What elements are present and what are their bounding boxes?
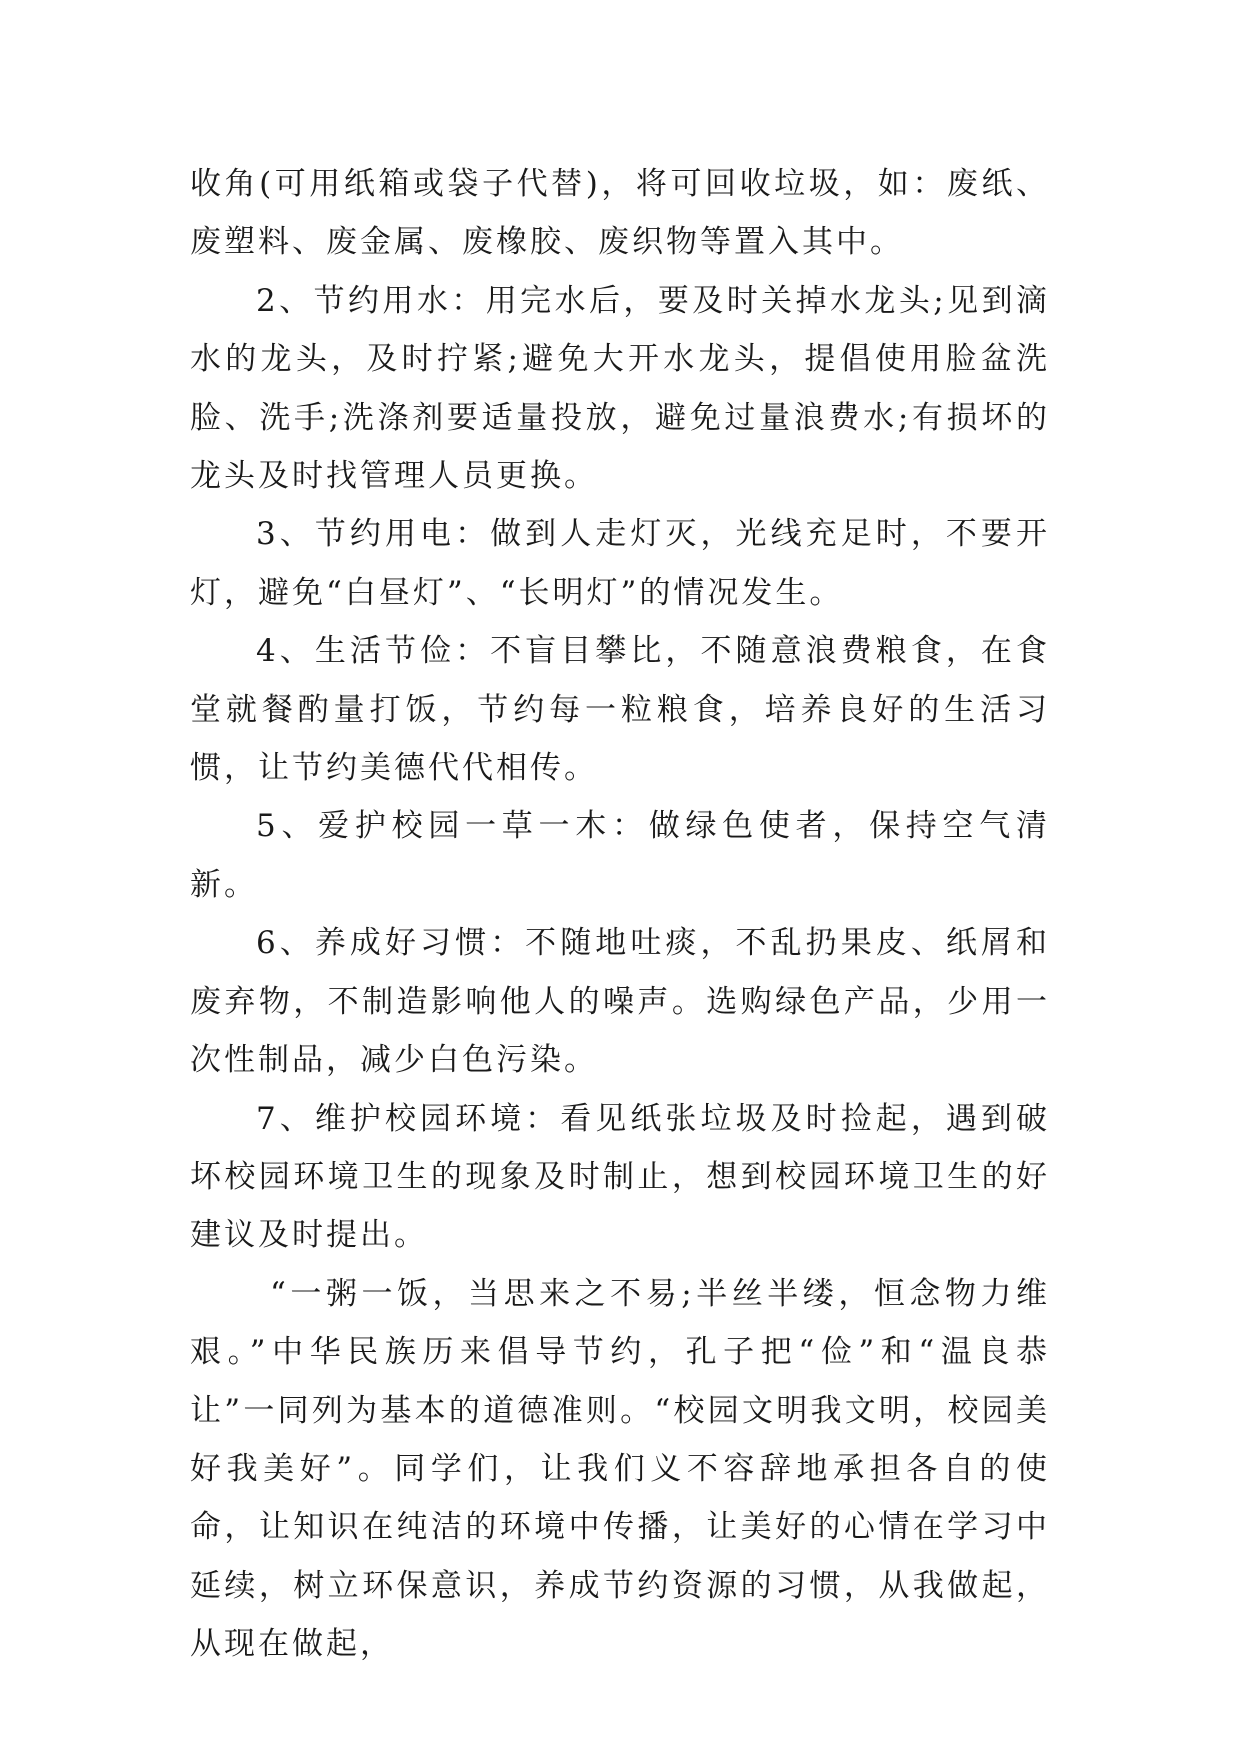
paragraph-campus-environment: 7、维护校园环境：看见纸张垃圾及时捡起，遇到破坏校园环境卫生的现象及时制止，想到校园环境卫生的好建议及时提出。 (190, 1100, 1050, 1254)
paragraph-protect-greenery: 5、爱护校园一草一木：做绿色使者，保持空气清新。 (190, 808, 1050, 903)
document-body (190, 155, 1050, 1674)
paragraph-continuation: 收角(可用纸箱或袋子代替)，将可回收垃圾，如：废纸、废塑料、废金属、废橡胶、废织物等置入其中。 (190, 166, 1050, 261)
paragraph-good-habits: 6、养成好习惯：不随地吐痰，不乱扔果皮、纸屑和废弃物，不制造影响他人的噪声。选购绿色产品，少用一次性制品，减少白色污染。 (190, 925, 1050, 1079)
paragraph-closing: “一粥一饭，当思来之不易;半丝半缕，恒念物力维艰。”中华民族历来倡导节约，孔子把“俭”和“温良恭让”一同列为基本的道德准则。“校园文明我文明，校园美好我美好”。同学们，让我们义不容辞地承担各自的使命，让知识在纯洁的环境中传播，让美好的心情在学习中延续，树立环保意识，养成节约资源的习惯，从我做起，从现在做起， (190, 1275, 1050, 1663)
paragraph-frugal-living: 4、生活节俭：不盲目攀比，不随意浪费粮食，在食堂就餐酌量打饭，节约每一粒粮食，培养良好的生活习惯，让节约美德代代相传。 (190, 633, 1050, 787)
paragraph-save-electricity: 3、节约用电：做到人走灯灭，光线充足时，不要开灯，避免“白昼灯”、“长明灯”的情况发生。 (190, 516, 1050, 611)
paragraph-save-water: 2、节约用水：用完水后，要及时关掉水龙头;见到滴水的龙头，及时拧紧;避免大开水龙头，提倡使用脸盆洗脸、洗手;洗涤剂要适量投放，避免过量浪费水;有损坏的龙头及时找管理人员更换。 (190, 282, 1050, 495)
